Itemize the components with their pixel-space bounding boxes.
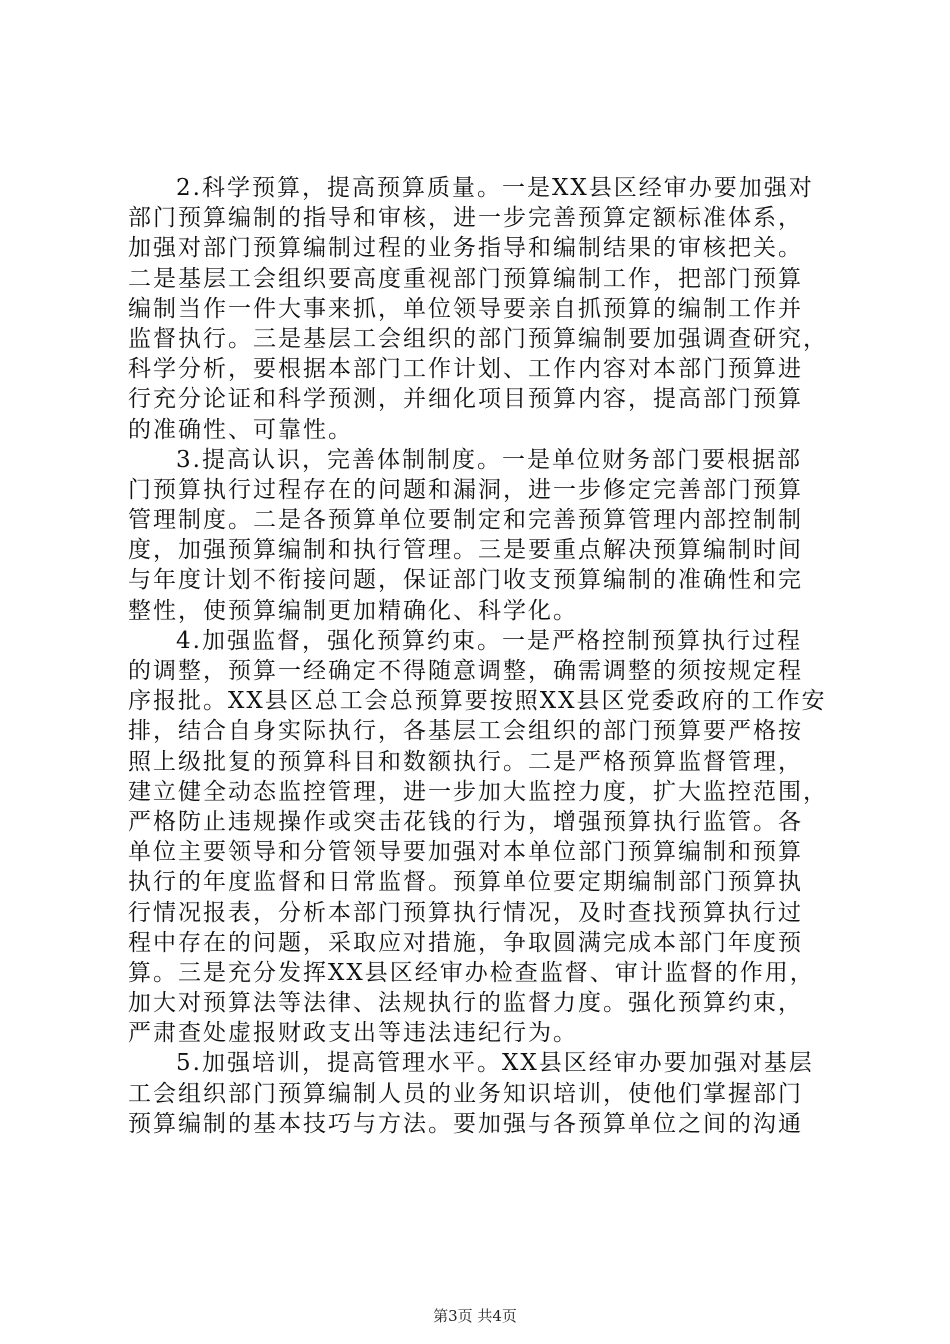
- paragraph-2-line: 加强对部门预算编制过程的业务指导和编制结果的审核把关。: [128, 235, 803, 262]
- paragraph-5-line: 工会组织部门预算编制人员的业务知识培训，使他们掌握部门: [128, 1080, 803, 1107]
- paragraph-3-line: 管理制度。二是各预算单位要制定和完善预算管理内部控制制: [128, 507, 803, 534]
- paragraph-4-line: 4.加强监督，强化预算约束。一是严格控制预算执行过程: [176, 627, 802, 654]
- paragraph-2-line: 部门预算编制的指导和审核，进一步完善预算定额标准体系，: [128, 205, 803, 232]
- paragraph-2-line: 2.科学预算，提高预算质量。一是XX县区经审办要加强对: [176, 175, 814, 201]
- paragraph-4-line: 的调整，预算一经确定不得随意调整，确需调整的须按规定程: [128, 658, 803, 684]
- paragraph-3-line: 门预算执行过程存在的问题和漏洞，进一步修定完善部门预算: [128, 476, 803, 503]
- paragraph-4-line: 建立健全动态监控管理，进一步加大监控力度，扩大监控范围，: [128, 778, 828, 805]
- paragraph-4-line: 照上级批复的预算科目和数额执行。二是严格预算监督管理，: [128, 748, 803, 775]
- paragraph-2-line: 行充分论证和科学预测，并细化项目预算内容，提高部门预算: [128, 386, 803, 413]
- paragraph-4-line: 严格防止违规操作或突击花钱的行为，增强预算执行监管。各: [128, 808, 803, 835]
- paragraph-2-line: 二是基层工会组织要高度重视部门预算编制工作，把部门预算: [128, 265, 803, 292]
- paragraph-5-line: 预算编制的基本技巧与方法。要加强与各预算单位之间的沟通: [128, 1110, 803, 1137]
- paragraph-2-line: 编制当作一件大事来抓，单位领导要亲自抓预算的编制工作并: [128, 295, 803, 322]
- paragraph-4-line: 执行的年度监督和日常监督。预算单位要定期编制部门预算执: [128, 869, 803, 896]
- page-number-footer: 第3页 共4页: [433, 1307, 517, 1325]
- document-body: [128, 173, 828, 1139]
- paragraph-4-line: 单位主要领导和分管领导要加强对本单位部门预算编制和预算: [128, 839, 803, 866]
- paragraph-2-line: 科学分析，要根据本部门工作计划、工作内容对本部门预算进: [128, 356, 803, 383]
- paragraph-3-line: 3.提高认识，完善体制制度。一是单位财务部门要根据部: [176, 446, 802, 473]
- paragraph-4-line: 序报批。XX县区总工会总预算要按照XX县区党委政府的工作安: [128, 688, 827, 715]
- paragraph-2-line: 的准确性、可靠性。: [128, 416, 353, 443]
- paragraph-4-line: 算。三是充分发挥XX县区经审办检查监督、审计监督的作用，: [128, 959, 815, 986]
- paragraph-3-line: 整性，使预算编制更加精确化、科学化。: [128, 597, 578, 624]
- paragraph-4-line: 行情况报表，分析本部门预算执行情况，及时查找预算执行过: [128, 899, 803, 926]
- paragraph-4-line: 排，结合自身实际执行，各基层工会组织的部门预算要严格按: [128, 718, 803, 745]
- paragraph-2-line: 监督执行。三是基层工会组织的部门预算编制要加强调查研究，: [128, 325, 828, 352]
- paragraph-3-line: 度，加强预算编制和执行管理。三是要重点解决预算编制时间: [128, 537, 803, 564]
- paragraph-4-line: 严肃查处虚报财政支出等违法违纪行为。: [128, 1020, 578, 1047]
- paragraph-4-line: 加大对预算法等法律、法规执行的监督力度。强化预算约束，: [128, 990, 803, 1017]
- paragraph-3-line: 与年度计划不衔接问题，保证部门收支预算编制的准确性和完: [128, 567, 803, 594]
- paragraph-5-line: 5.加强培训，提高管理水平。XX县区经审办要加强对基层: [176, 1050, 814, 1077]
- paragraph-4-line: 程中存在的问题，采取应对措施，争取圆满完成本部门年度预: [128, 929, 803, 956]
